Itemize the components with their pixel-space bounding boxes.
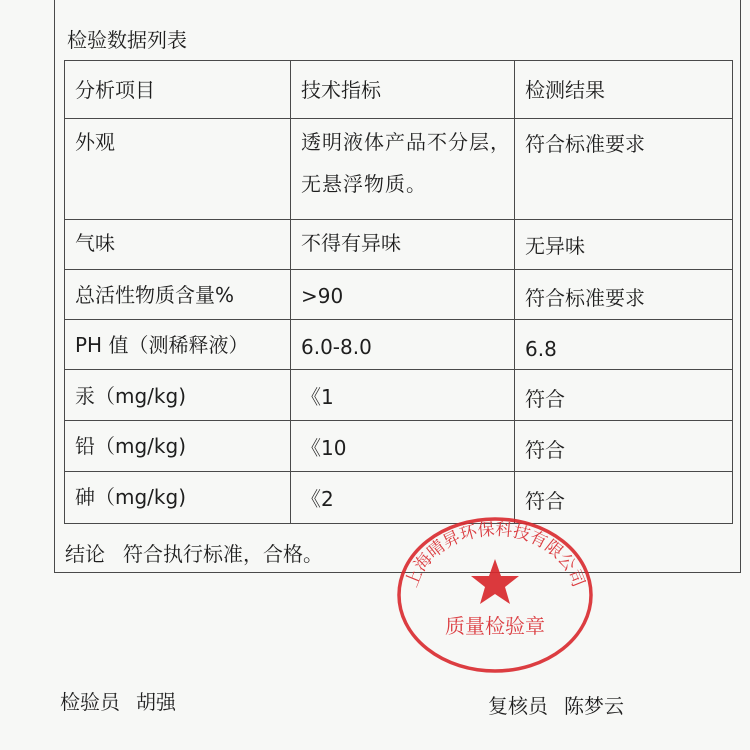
row-result-active-content: 符合标准要求 [525, 286, 645, 310]
inspector-name: 胡强 [136, 690, 176, 714]
row-divider [65, 319, 732, 320]
row-spec-arsenic: 《2 [301, 487, 334, 511]
inspection-document [54, 0, 741, 573]
row-divider [65, 471, 732, 472]
row-spec-lead: 《10 [301, 436, 347, 460]
conclusion-label: 结论 [65, 542, 105, 566]
row-divider [65, 269, 732, 270]
inspection-table [64, 60, 733, 524]
seal-company-text: 上海晴昇环保科技有限公司 [401, 519, 589, 591]
company-seal [395, 505, 595, 675]
row-result-ph: 6.8 [525, 337, 557, 361]
conclusion-text: 符合执行标准，合格。 [123, 542, 323, 566]
row-divider [65, 219, 732, 220]
reviewer-signature [488, 690, 624, 719]
document-title: 检验数据列表 [67, 28, 187, 52]
row-spec-mercury: 《1 [301, 385, 334, 409]
row-spec-odor: 不得有异味 [301, 231, 401, 255]
column-divider [290, 61, 291, 523]
header-result: 检测结果 [525, 78, 605, 102]
row-item-lead: 铅（mg/kg) [75, 434, 186, 458]
row-spec-active-content: >90 [301, 284, 344, 308]
row-divider [65, 118, 732, 119]
row-result-arsenic: 符合 [525, 489, 565, 513]
row-item-appearance: 外观 [75, 130, 115, 154]
header-item: 分析项目 [75, 78, 155, 102]
row-spec-ph: 6.0-8.0 [301, 335, 372, 359]
reviewer-label: 复核员 [488, 694, 548, 718]
header-spec: 技术指标 [301, 78, 381, 102]
row-item-ph: PH 值（测稀释液） [75, 333, 249, 357]
row-result-appearance: 符合标准要求 [525, 132, 645, 156]
row-divider [65, 369, 732, 370]
row-result-mercury: 符合 [525, 387, 565, 411]
inspector-label: 检验员 [60, 690, 120, 714]
seal-ring [399, 519, 591, 671]
row-item-mercury: 汞（mg/kg) [75, 384, 186, 408]
row-item-active-content: 总活性物质含量% [75, 283, 235, 307]
row-result-odor: 无异味 [525, 234, 585, 258]
reviewer-name: 陈梦云 [564, 694, 624, 718]
row-item-arsenic: 砷（mg/kg) [75, 485, 186, 509]
row-spec-appearance: 透明液体产品不分层，无悬浮物质。 [301, 130, 511, 196]
row-result-lead: 符合 [525, 438, 565, 462]
conclusion [65, 538, 323, 567]
seal-caption: 质量检验章 [445, 614, 545, 638]
inspector-signature [60, 686, 176, 715]
star-icon [471, 559, 519, 604]
row-item-odor: 气味 [75, 231, 115, 255]
row-divider [65, 420, 732, 421]
